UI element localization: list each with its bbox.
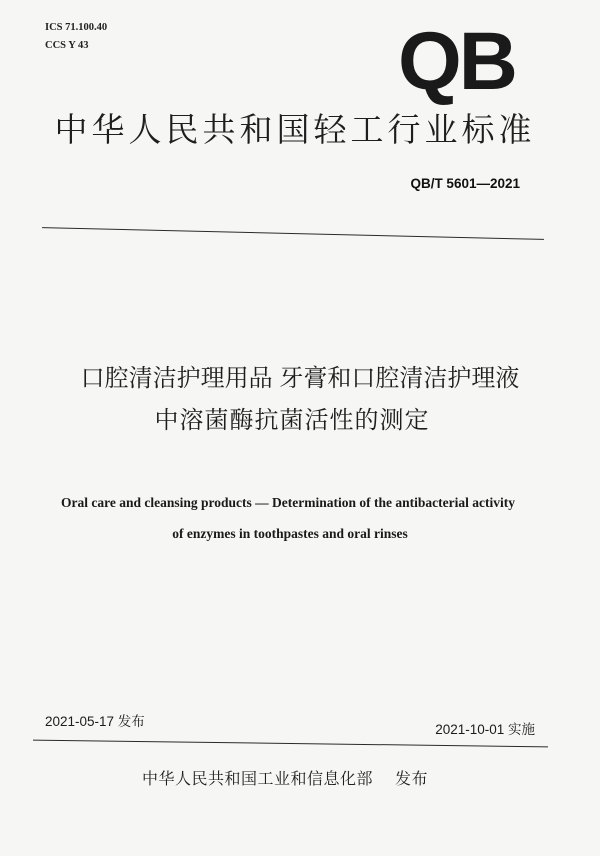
title-en-line-2: of enzymes in toothpastes and oral rinses xyxy=(172,526,408,541)
issuer-name: 中华人民共和国工业和信息化部 xyxy=(141,771,373,788)
standard-number: QB/T 5601—2021 xyxy=(410,176,520,191)
issue-date: 2021-05-17 发布 xyxy=(45,714,145,729)
qb-logo: QB xyxy=(398,16,515,107)
title-zh-line-2: 中溶菌酶抗菌活性的测定 xyxy=(154,407,430,434)
issue-action: 发布 xyxy=(395,771,429,788)
implementation-date: 2021-10-01 实施 xyxy=(435,722,535,737)
bottom-divider xyxy=(33,740,548,748)
top-divider xyxy=(42,227,544,240)
ccs-code: CCS Y 43 xyxy=(45,40,89,51)
title-zh-line-1: 口腔清洁护理用品 牙膏和口腔清洁护理液 xyxy=(80,365,520,392)
issuing-authority xyxy=(0,769,570,791)
standard-category-heading: 中华人民共和国轻工行业标准 xyxy=(54,111,536,148)
title-en-line-1: Oral care and cleansing products — Determination of the antibacterial activity xyxy=(61,495,515,510)
ics-code: ICS 71.100.40 xyxy=(45,22,108,33)
